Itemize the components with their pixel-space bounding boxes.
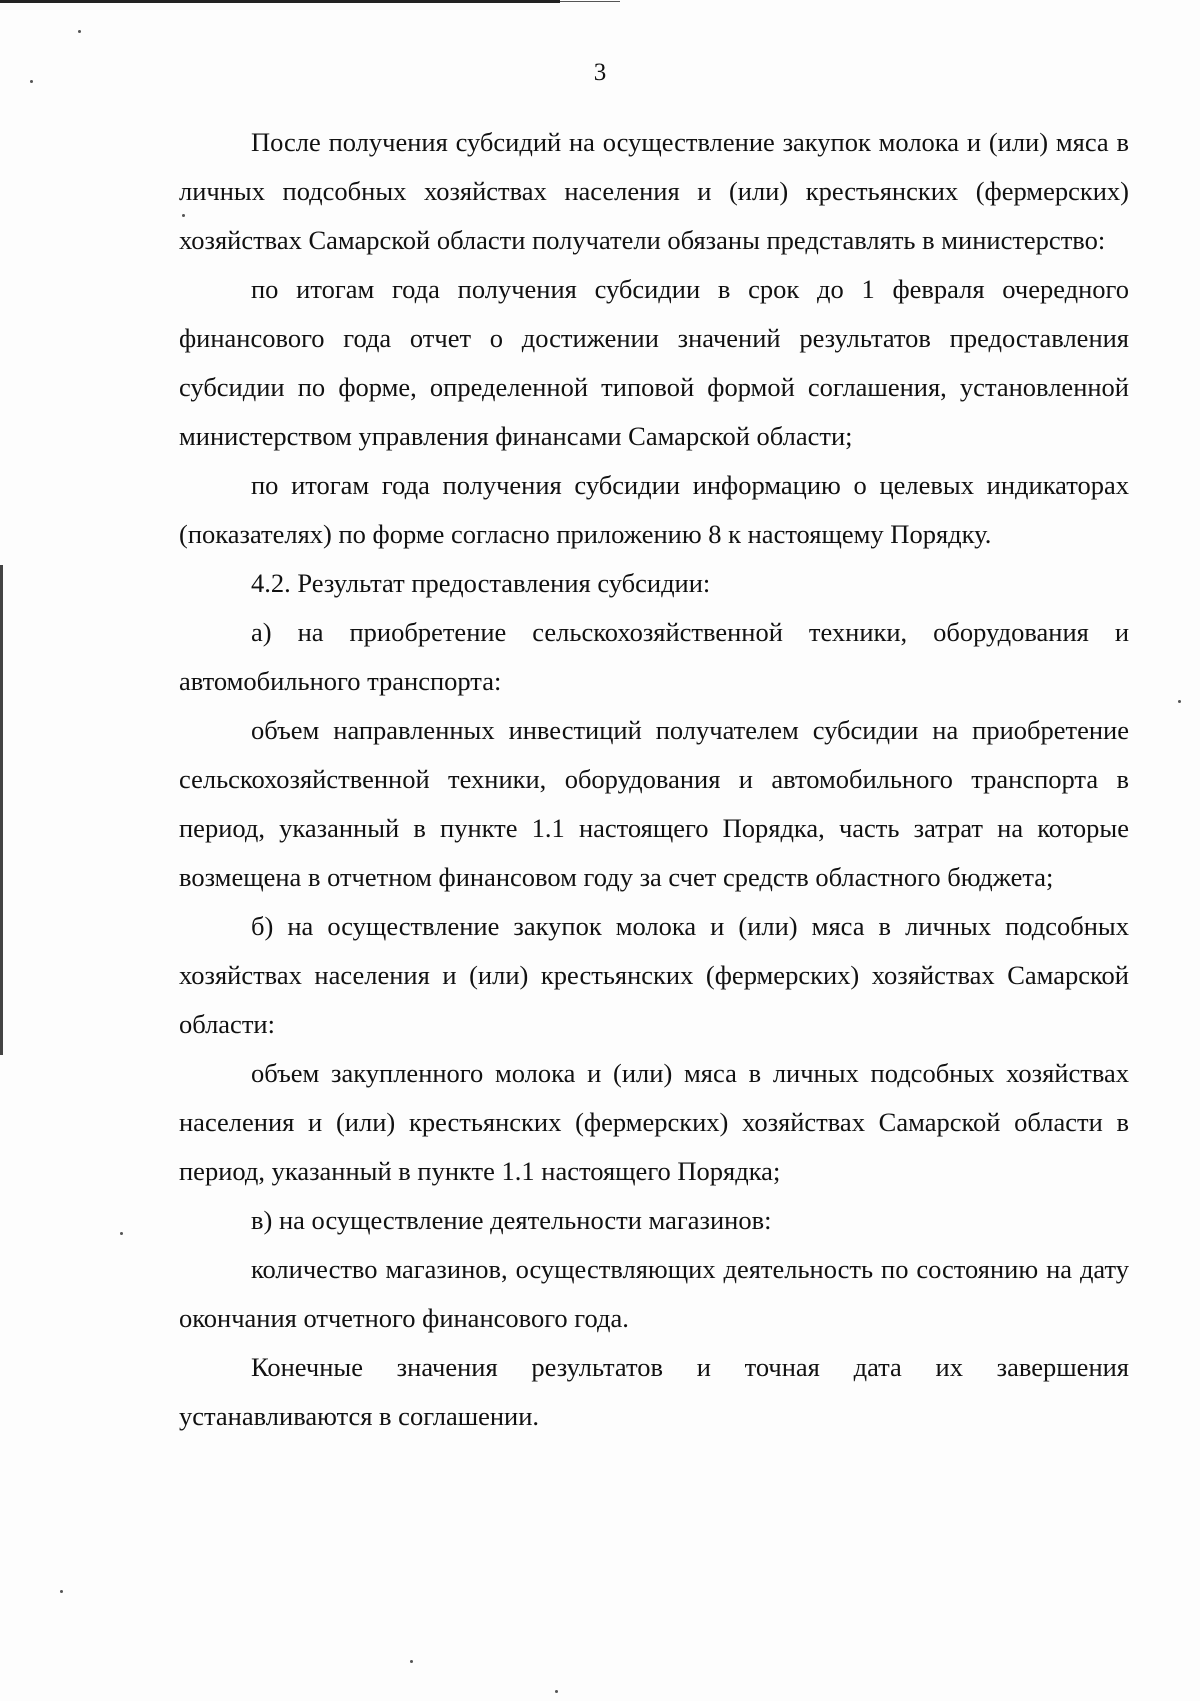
paragraph-final-values: Конечные значения результатов и точная дата их завершения устанавливаются в соглашении. (179, 1352, 1129, 1431)
page-number: 3 (593, 59, 607, 86)
item-a-result: объем направленных инвестиций получателем субсидии на приобретение сельскохозяйственной техники, оборудования и автомобильного транспорта в период, указанный в пункте 1.1 настоящего Порядка, часть затрат на которые возмещена в отчетном финансовом году за счет средств областного бюджета; (179, 715, 1129, 892)
item-a-heading: а) на приобретение сельскохозяйственной техники, оборудования и автомобильного транспорта: (179, 617, 1129, 696)
scan-edge-mark (0, 565, 3, 1055)
scan-speck (1178, 700, 1181, 703)
item-c-result: количество магазинов, осуществляющих деятельность по состоянию на дату окончания отчетного финансового года. (179, 1254, 1129, 1333)
scan-speck (410, 1660, 413, 1663)
item-c-heading: в) на осуществление деятельности магазинов: (251, 1205, 772, 1235)
item-b-result: объем закупленного молока и (или) мяса в личных подсобных хозяйствах населения и (или) крестьянских (фермерских) хозяйствах Самарской области в период, указанный в пункте 1.1 настоящего Порядка; (179, 1058, 1129, 1186)
section-heading-4-2: 4.2. Результат предоставления субсидии: (251, 568, 711, 598)
document-body (179, 118, 1129, 1441)
scan-speck (555, 1690, 558, 1693)
paragraph-reporting-obligation: После получения субсидий на осуществление закупок молока и (или) мяса в личных подсобных хозяйствах населения и (или) крестьянских (фермерских) хозяйствах Самарской области получатели обязаны представлять в министерство: (179, 127, 1129, 255)
paragraph-target-indicators: по итогам года получения субсидии информацию о целевых индикаторах (показателях) по форме согласно приложению 8 к настоящему Порядку. (179, 470, 1129, 549)
scan-speck (78, 30, 81, 33)
scan-speck (120, 1232, 123, 1235)
top-rule (0, 0, 560, 3)
item-b-heading: б) на осуществление закупок молока и (или) мяса в личных подсобных хозяйствах населения и (или) крестьянских (фермерских) хозяйствах Самарской области: (179, 911, 1129, 1039)
paragraph-annual-report: по итогам года получения субсидии в срок до 1 февраля очередного финансового года отчет о достижении значений результатов предоставления субсидии по форме, определенной типовой формой соглашения, установленной министерством управления финансами Самарской области; (179, 274, 1129, 451)
top-rule-tail (560, 1, 620, 2)
scan-speck (60, 1590, 63, 1593)
